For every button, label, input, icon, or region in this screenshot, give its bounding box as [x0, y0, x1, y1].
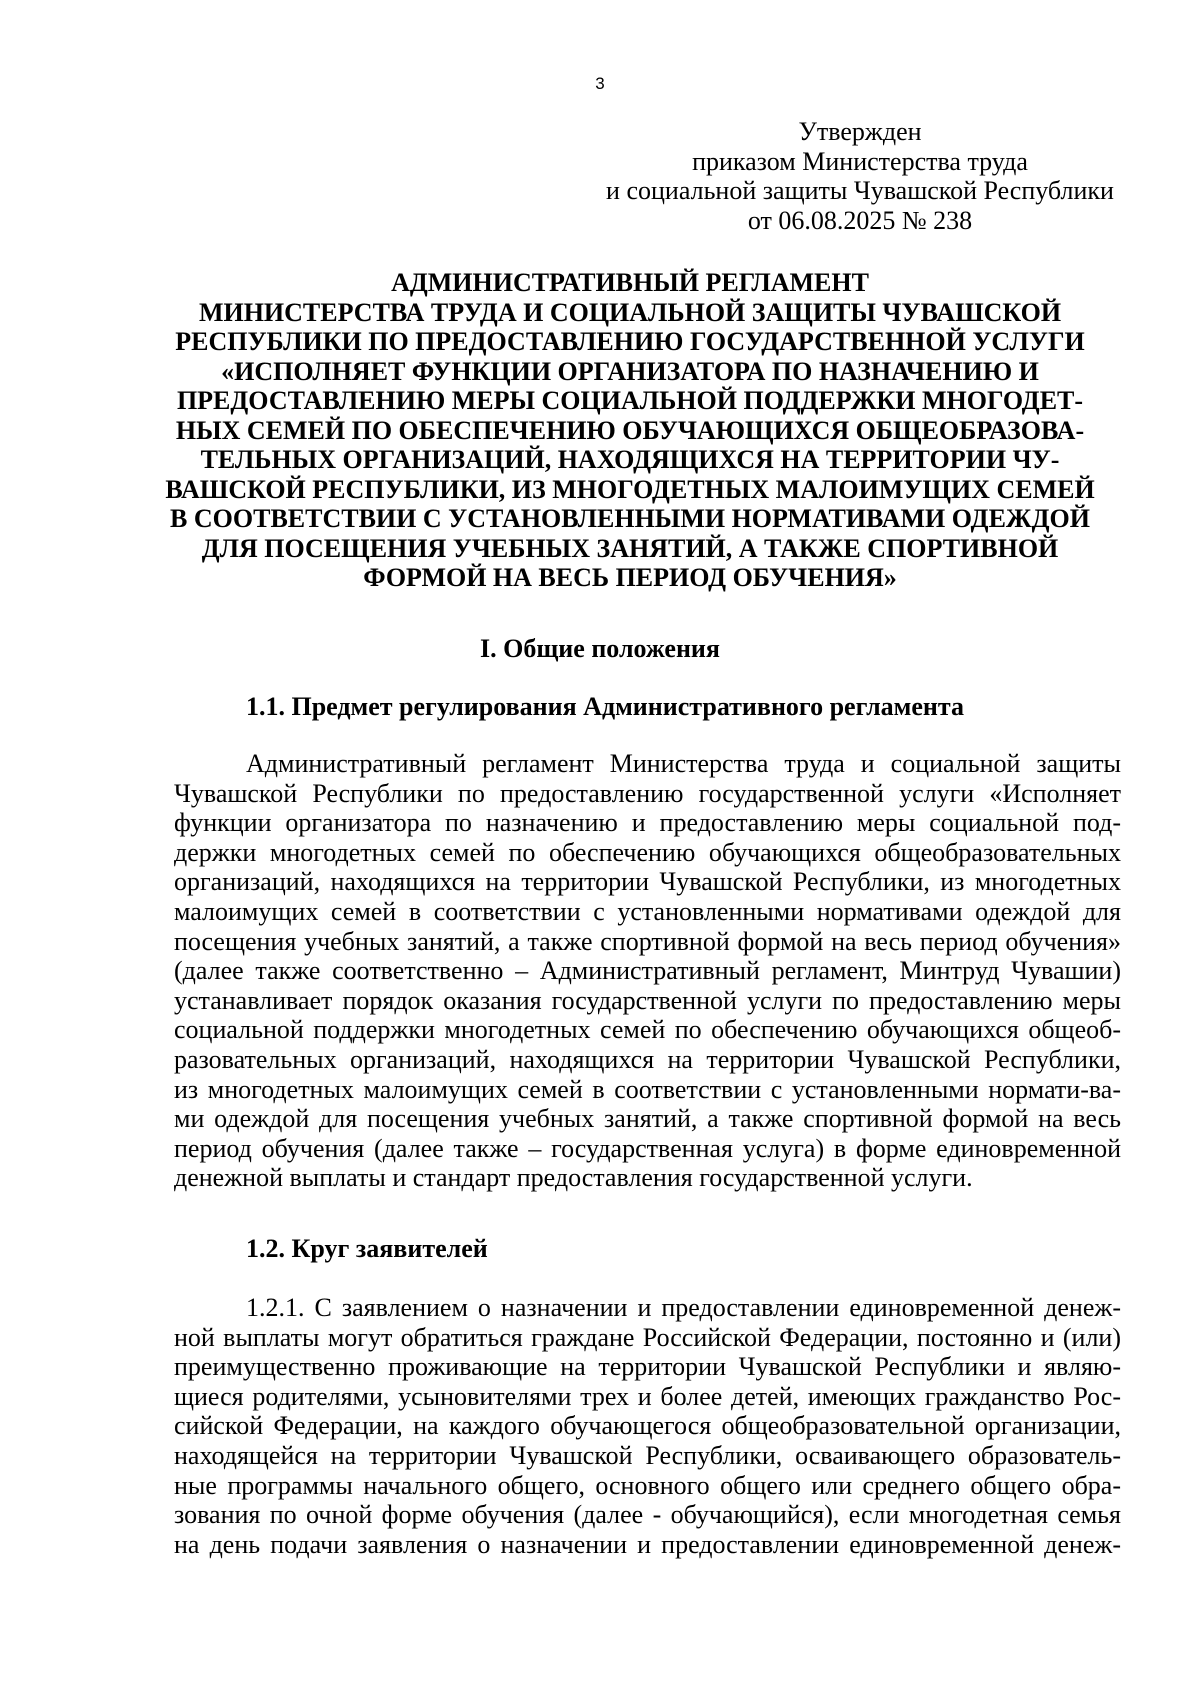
paragraph-line: держки многодетных семей по обеспечению обучающихся общеобразовательных — [174, 837, 1121, 867]
title-line: «ИСПОЛНЯЕТ ФУНКЦИИ ОРГАНИЗАТОРА ПО НАЗНАЧЕНИЮ И — [221, 356, 1039, 386]
title-line: ПРЕДОСТАВЛЕНИЮ МЕРЫ СОЦИАЛЬНОЙ ПОДДЕРЖКИ МНОГОДЕТ- — [176, 386, 1084, 415]
paragraph-line: организаций, находящихся на территории Чувашской Республики, из многодетных — [174, 867, 1121, 897]
paragraph-line: сийской Федерации, на каждого обучающегося общеобразовательной организации, — [174, 1411, 1121, 1441]
paragraph-1-1 — [174, 749, 1121, 1193]
paragraph-line: (далее также соответственно – Административный регламент, Минтруд Чувашии) — [174, 956, 1121, 986]
title-line: ВАШСКОЙ РЕСПУБЛИКИ, ИЗ МНОГОДЕТНЫХ МАЛОИМУЩИХ СЕМЕЙ — [165, 474, 1095, 504]
paragraph-line: ные программы начального общего, основного общего или среднего общего обра- — [174, 1470, 1121, 1500]
paragraph-line: зования по очной форме обучения (далее - обучающийся), если многодетная семья — [174, 1500, 1121, 1530]
subsection-heading-1-1: 1.1. Предмет регулирования Административного регламента — [246, 692, 964, 721]
paragraph-line: 1.2.1. С заявлением о назначении и предоставлении единовременной денеж- — [246, 1293, 1121, 1322]
paragraph-line: денежной выплаты и стандарт предоставления государственной услуги. — [174, 1163, 973, 1193]
paragraph-line: посещения учебных занятий, а также спортивной формой на весь период обучения» — [174, 926, 1121, 956]
approval-line: от 06.08.2025 № 238 — [747, 205, 973, 235]
title-line: ТЕЛЬНЫХ ОРГАНИЗАЦИЙ, НАХОДЯЩИХСЯ НА ТЕРРИТОРИИ ЧУ- — [200, 445, 1060, 474]
paragraph-line: из многодетных малоимущих семей в соответствии с установленными нормати-ва- — [174, 1074, 1121, 1104]
approval-line: Утвержден — [798, 117, 922, 146]
paragraph-line: разовательных организаций, находящихся на территории Чувашской Республики, — [174, 1044, 1121, 1074]
page-number: 3 — [595, 74, 605, 93]
paragraph-line: функции организатора по назначению и предоставлению меры социальной под- — [174, 808, 1121, 838]
title-line: ФОРМОЙ НА ВЕСЬ ПЕРИОД ОБУЧЕНИЯ» — [363, 563, 897, 592]
title-line: АДМИНИСТРАТИВНЫЙ РЕГЛАМЕНТ — [391, 268, 869, 297]
paragraph-line: малоимущих семей в соответствии с установленными нормативами одеждой для — [174, 896, 1121, 926]
title-line: В СООТВЕТСТВИИ С УСТАНОВЛЕННЫМИ НОРМАТИВАМИ ОДЕЖДОЙ — [170, 504, 1090, 533]
title-line: НЫХ СЕМЕЙ ПО ОБЕСПЕЧЕНИЮ ОБУЧАЮЩИХСЯ ОБЩЕОБРАЗОВА- — [175, 415, 1085, 445]
title-line: МИНИСТЕРСТВА ТРУДА И СОЦИАЛЬНОЙ ЗАЩИТЫ ЧУВАШСКОЙ — [198, 297, 1062, 327]
paragraph-line: устанавливает порядок оказания государственной услуги по предоставлению меры — [174, 985, 1121, 1015]
paragraph-line: ми одеждой для посещения учебных занятий, а также спортивной формой на весь — [174, 1104, 1121, 1134]
paragraph-line: находящейся на территории Чувашской Республики, осваивающего образователь- — [174, 1440, 1121, 1470]
document-title — [150, 268, 1110, 593]
paragraph-line: период обучения (далее также – государственная услуга) в форме единовременной — [174, 1133, 1121, 1163]
approval-line: приказом Министерства труда — [692, 146, 1028, 176]
paragraph-line: преимущественно проживающие на территории Чувашской Республики и являю- — [174, 1352, 1121, 1382]
title-line: РЕСПУБЛИКИ ПО ПРЕДОСТАВЛЕНИЮ ГОСУДАРСТВЕННОЙ УСЛУГИ — [175, 327, 1085, 356]
approval-stamp-block — [580, 117, 1140, 235]
paragraph-line: Административный регламент Министерства труда и социальной защиты — [246, 749, 1121, 778]
paragraph-line: щиеся родителями, усыновителями трех и более детей, имеющих гражданство Рос- — [174, 1381, 1121, 1411]
paragraph-line: социальной поддержки многодетных семей по обеспечению обучающихся общеоб- — [174, 1015, 1121, 1045]
approval-line: и социальной защиты Чувашской Республики — [606, 176, 1114, 205]
section-heading: I. Общие положения — [480, 634, 720, 663]
paragraph-1-2-1 — [174, 1293, 1121, 1559]
subsection-heading-1-2: 1.2. Круг заявителей — [246, 1234, 488, 1263]
paragraph-line: ной выплаты могут обратиться граждане Российской Федерации, постоянно и (или) — [174, 1322, 1121, 1352]
title-line: ДЛЯ ПОСЕЩЕНИЯ УЧЕБНЫХ ЗАНЯТИЙ, А ТАКЖЕ СПОРТИВНОЙ — [201, 533, 1059, 563]
paragraph-line: Чувашской Республики по предоставлению государственной услуги «Исполняет — [174, 778, 1121, 808]
paragraph-line: на день подачи заявления о назначении и предоставлении единовременной денеж- — [174, 1529, 1121, 1559]
